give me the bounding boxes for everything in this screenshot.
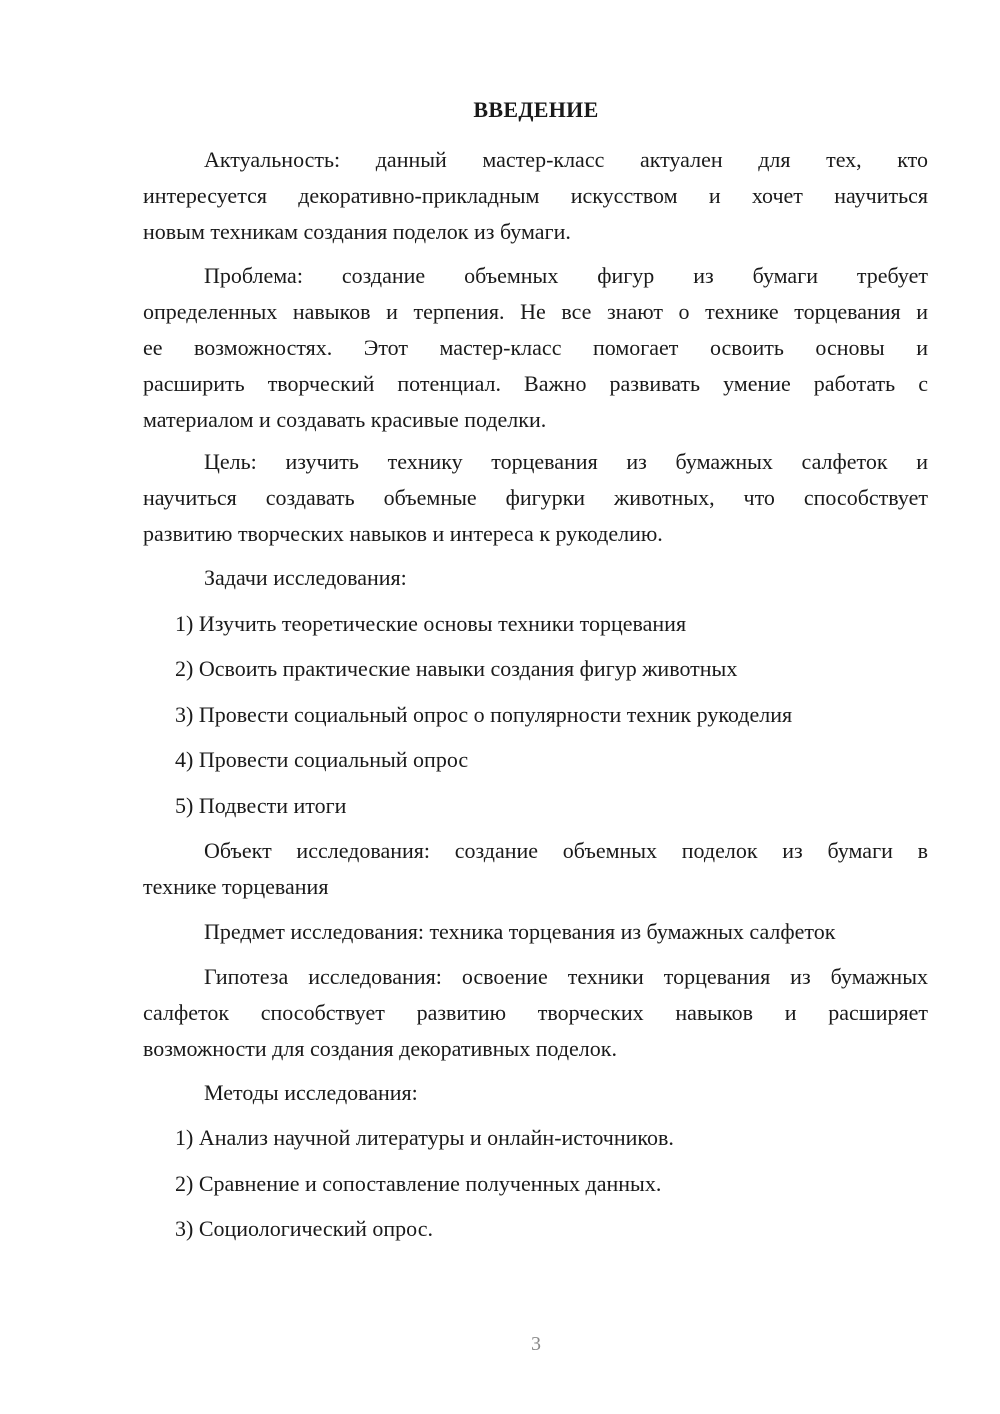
hypothesis-line-3: возможности для создания декоративных поделок. [143, 1036, 617, 1061]
tasks-title: Задачи исследования: [204, 565, 407, 590]
object-line-1: Объект исследования: создание объемных поделок из бумаги в [204, 838, 928, 863]
problem-line-2: определенных навыков и терпения. Не все знают о технике торцевания и [143, 299, 928, 324]
tasks-item-4: 4) Провести социальный опрос [175, 747, 469, 772]
problem-paragraph [143, 258, 928, 438]
goal-line-1: Цель: изучить технику торцевания из бумажных салфеток и [204, 449, 928, 474]
hypothesis-paragraph [143, 959, 928, 1067]
problem-line-3: ее возможностях. Этот мастер-класс помогает освоить основы и [143, 335, 928, 360]
methods-title: Методы исследования: [204, 1080, 418, 1105]
subject-paragraph: Предмет исследования: техника торцевания из бумажных салфеток [204, 919, 836, 944]
hypothesis-line-1: Гипотеза исследования: освоение техники торцевания из бумажных [204, 964, 928, 989]
problem-line-1: Проблема: создание объемных фигур из бумаги требует [204, 263, 928, 288]
object-paragraph [143, 833, 928, 905]
methods-item-2: 2) Сравнение и сопоставление полученных данных. [175, 1171, 662, 1196]
actuality-line-2: интересуется декоративно-прикладным искусством и хочет научиться [143, 183, 928, 208]
page-number: 3 [531, 1333, 541, 1355]
problem-line-5: материалом и создавать красивые поделки. [143, 407, 547, 432]
page-title: ВВЕДЕНИЕ [473, 97, 599, 122]
tasks-item-2: 2) Освоить практические навыки создания фигур животных [175, 656, 738, 681]
tasks-item-1: 1) Изучить теоретические основы техники торцевания [175, 611, 687, 636]
methods-item-3: 3) Социологический опрос. [175, 1216, 433, 1241]
goal-line-2: научиться создавать объемные фигурки животных, что способствует [143, 485, 928, 510]
actuality-paragraph [143, 142, 928, 250]
hypothesis-line-2: салфеток способствует развитию творческих навыков и расширяет [143, 1000, 928, 1025]
tasks-item-5: 5) Подвести итоги [175, 793, 347, 818]
actuality-line-3: новым техникам создания поделок из бумаги. [143, 219, 571, 244]
goal-line-3: развитию творческих навыков и интереса к рукоделию. [143, 521, 663, 546]
actuality-line-1: Актуальность: данный мастер-класс актуален для тех, кто [204, 147, 928, 172]
goal-paragraph [143, 444, 928, 552]
object-line-2: технике торцевания [143, 874, 329, 899]
problem-line-4: расширить творческий потенциал. Важно развивать умение работать с [143, 371, 928, 396]
methods-item-1: 1) Анализ научной литературы и онлайн-источников. [175, 1125, 674, 1150]
tasks-item-3: 3) Провести социальный опрос о популярности техник рукоделия [175, 702, 793, 727]
